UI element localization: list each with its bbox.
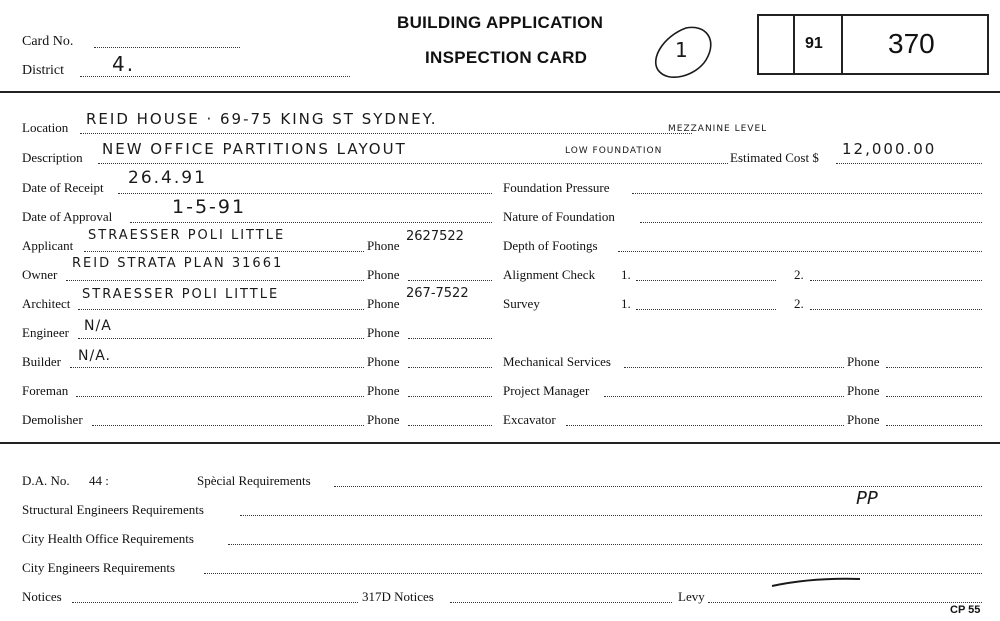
depth-footings-line: [618, 251, 982, 252]
engineer-phone-label: Phone: [367, 325, 400, 340]
notices-317d-label: 317D Notices: [362, 589, 434, 604]
survey-label: Survey: [503, 296, 540, 311]
da-no-value: 44 :: [89, 473, 109, 488]
applicant-phone-label: Phone: [367, 238, 400, 253]
estimated-cost-label: Estimated Cost $: [730, 150, 819, 165]
levy-line: [708, 602, 982, 603]
depth-footings-label: Depth of Footings: [503, 238, 598, 253]
owner-phone-label: Phone: [367, 267, 400, 282]
engineer-label: Engineer: [22, 325, 69, 340]
builder-phone-label: Phone: [367, 354, 400, 369]
owner-phone-line: [408, 280, 492, 281]
box-divider-2: [841, 14, 843, 75]
engineer-value: N/A: [84, 318, 112, 334]
applicant-line: [84, 251, 364, 252]
description-line: [98, 163, 728, 164]
district-value: 4.: [112, 52, 136, 76]
form-code: CP 55: [950, 604, 981, 616]
foreman-label: Foreman: [22, 383, 69, 398]
foundation-pressure-label: Foundation Pressure: [503, 180, 610, 195]
description-note-mezz: MEZZANINE LEVEL: [668, 124, 768, 134]
levy-label: Levy: [678, 589, 705, 604]
city-engineers-line: [204, 573, 982, 574]
card-no-line: [94, 47, 240, 48]
foundation-pressure-line: [632, 193, 982, 194]
survey-num2: 2.: [794, 296, 804, 311]
estimated-cost-line: [836, 163, 982, 164]
mechanical-phone-line: [886, 367, 982, 368]
da-no-label: D.A. No.: [22, 473, 70, 488]
alignment-num2: 2.: [794, 267, 804, 282]
owner-line: [66, 280, 364, 281]
header-divider: [0, 91, 1000, 93]
applicant-label: Applicant: [22, 238, 74, 253]
project-manager-line: [604, 396, 844, 397]
description-value: NEW OFFICE PARTITIONS LAYOUT: [102, 140, 407, 158]
alignment-check-label: Alignment Check: [503, 267, 596, 282]
architect-phone-value: 267-7522: [406, 286, 469, 301]
demolisher-phone-label: Phone: [367, 412, 400, 427]
builder-line: [70, 367, 364, 368]
engineer-line: [78, 338, 364, 339]
date-receipt-label: Date of Receipt: [22, 180, 104, 195]
project-manager-label: Project Manager: [503, 383, 590, 398]
card-no-label: Card No.: [22, 34, 74, 49]
mechanical-phone-label: Phone: [847, 354, 880, 369]
location-line: [80, 133, 692, 134]
structural-requirements-label: Structural Engineers Requirements: [22, 502, 204, 517]
applicant-phone-value: 2627522: [406, 229, 464, 244]
architect-line: [78, 309, 364, 310]
structural-requirements-line: [240, 515, 982, 516]
estimated-cost-value: 12,000.00: [842, 140, 937, 158]
project-manager-phone-line: [886, 396, 982, 397]
date-approval-line: [130, 222, 492, 223]
district-line: [80, 76, 350, 77]
excavator-phone-label: Phone: [847, 412, 880, 427]
builder-phone-line: [408, 367, 492, 368]
date-approval-label: Date of Approval: [22, 209, 113, 224]
special-requirements-line: [334, 486, 982, 487]
architect-phone-label: Phone: [367, 296, 400, 311]
structural-requirements-value: PP: [856, 488, 878, 509]
nature-foundation-line: [640, 222, 982, 223]
excavator-line: [566, 425, 844, 426]
foreman-line: [76, 396, 364, 397]
levy-handwritten-stroke: [770, 574, 862, 590]
section-divider: [0, 442, 1000, 444]
demolisher-phone-line: [408, 425, 492, 426]
survey-line-1: [636, 309, 776, 310]
location-label: Location: [22, 120, 69, 135]
architect-value: STRAESSER POLI LITTLE: [82, 287, 280, 302]
city-engineers-label: City Engineers Requirements: [22, 560, 176, 575]
circled-mark-value: 1: [675, 38, 690, 62]
card-number-box: [757, 14, 989, 75]
description-note-low: LOW FOUNDATION: [565, 146, 663, 156]
description-label: Description: [22, 150, 83, 165]
survey-num1: 1.: [621, 296, 631, 311]
box-small-number: 91: [805, 35, 823, 52]
alignment-line-1: [636, 280, 776, 281]
engineer-phone-line: [408, 338, 492, 339]
mechanical-services-line: [624, 367, 844, 368]
box-divider-1: [793, 14, 795, 75]
demolisher-line: [92, 425, 364, 426]
city-health-label: City Health Office Requirements: [22, 531, 194, 546]
special-requirements-label: Spècial Requirements: [197, 473, 311, 488]
city-health-line: [228, 544, 982, 545]
builder-value: N/A.: [78, 348, 111, 364]
location-value: REID HOUSE · 69-75 KING ST SYDNEY.: [86, 110, 438, 128]
title-line2: INSPECTION CARD: [425, 48, 588, 67]
date-receipt-line: [118, 193, 492, 194]
date-receipt-value: 26.4.91: [128, 168, 207, 188]
foreman-phone-label: Phone: [367, 383, 400, 398]
nature-foundation-label: Nature of Foundation: [503, 209, 615, 224]
applicant-value: STRAESSER POLI LITTLE: [88, 228, 286, 243]
survey-line-2: [810, 309, 982, 310]
date-approval-value: 1-5-91: [172, 196, 247, 218]
architect-label: Architect: [22, 296, 71, 311]
builder-label: Builder: [22, 354, 61, 369]
alignment-num1: 1.: [621, 267, 631, 282]
notices-317d-line: [450, 602, 672, 603]
notices-line: [72, 602, 358, 603]
district-label: District: [22, 63, 64, 78]
mechanical-services-label: Mechanical Services: [503, 354, 611, 369]
notices-label: Notices: [22, 589, 62, 604]
box-large-number: 370: [888, 28, 935, 59]
foreman-phone-line: [408, 396, 492, 397]
title-line1: BUILDING APPLICATION: [397, 13, 604, 32]
alignment-line-2: [810, 280, 982, 281]
project-manager-phone-label: Phone: [847, 383, 880, 398]
excavator-label: Excavator: [503, 412, 556, 427]
excavator-phone-line: [886, 425, 982, 426]
owner-label: Owner: [22, 267, 58, 282]
demolisher-label: Demolisher: [22, 412, 83, 427]
owner-value: REID STRATA PLAN 31661: [72, 256, 284, 271]
